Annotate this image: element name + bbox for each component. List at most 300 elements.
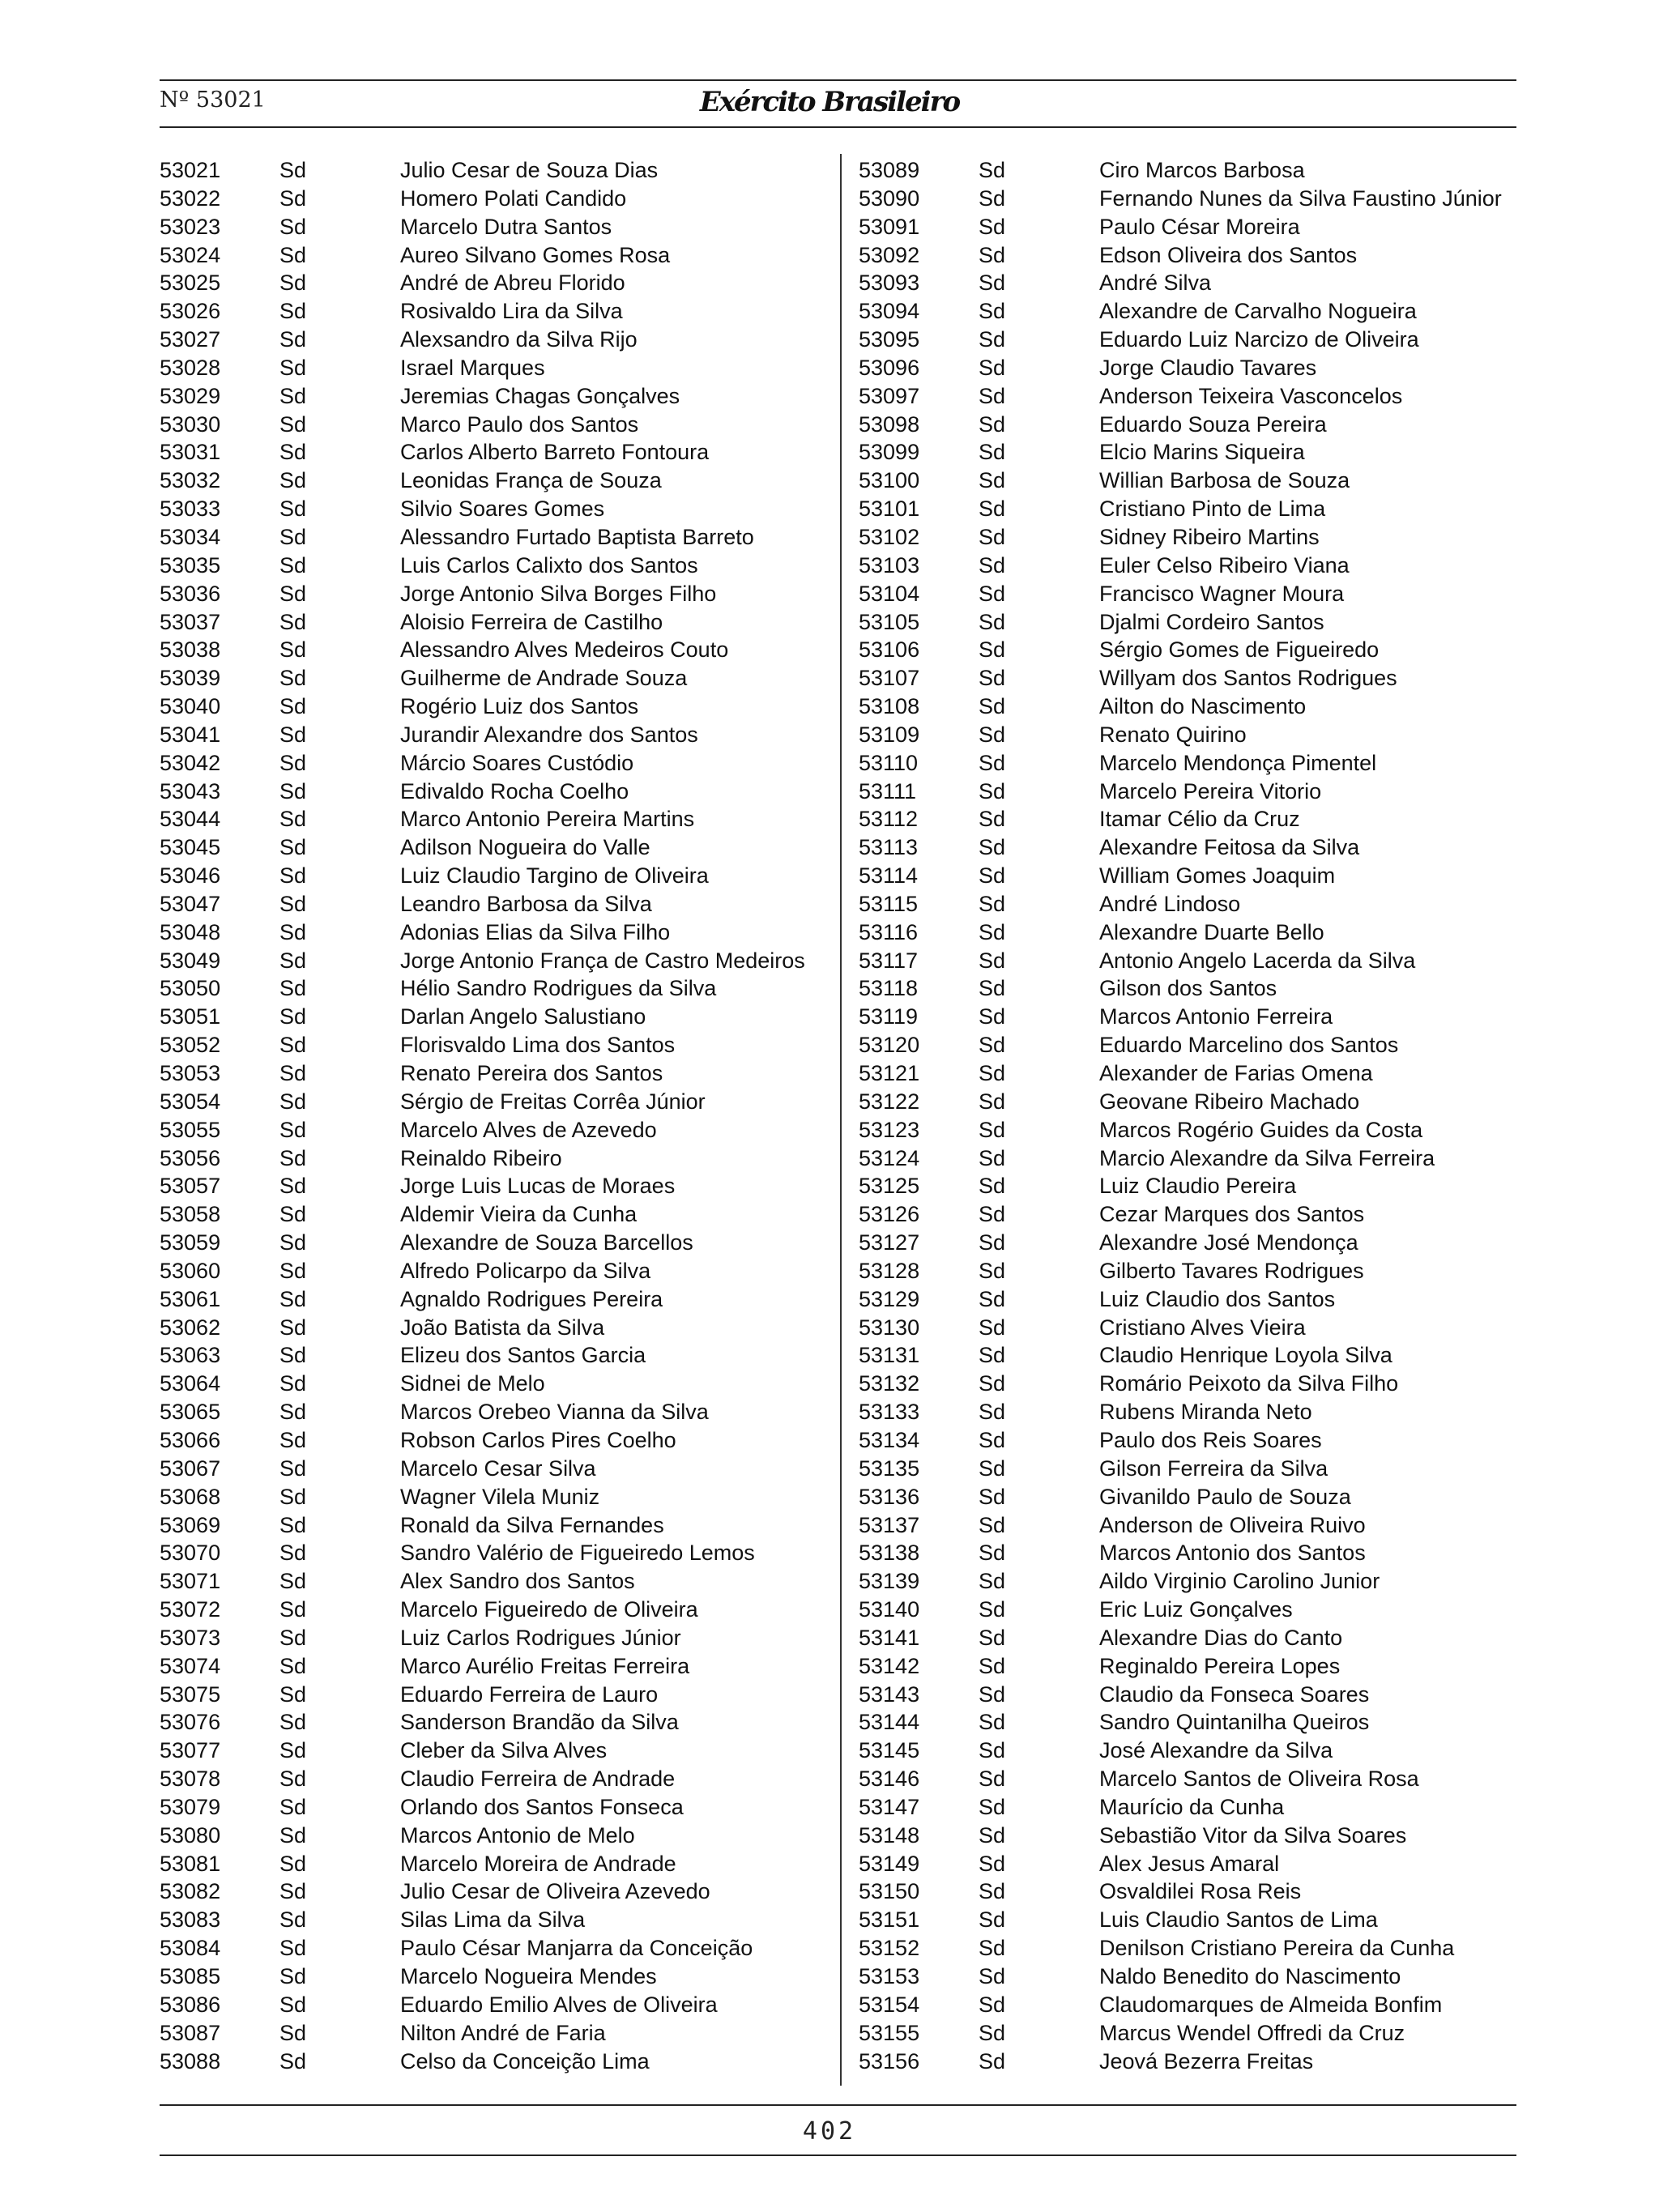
entry-number: 53102	[859, 524, 920, 549]
entry-rank: Sd	[279, 863, 307, 889]
entry-rank: Sd	[979, 863, 1006, 889]
list-item	[160, 1370, 824, 1398]
entry-name: Marcus Wendel Offredi da Cruz	[1099, 2020, 1405, 2045]
entry-rank: Sd	[279, 1653, 307, 1678]
list-item	[160, 1003, 824, 1031]
entry-rank: Sd	[979, 1625, 1006, 1650]
entry-name: Marcio Alexandre da Silva Ferreira	[1099, 1145, 1435, 1170]
entry-number: 53116	[859, 919, 919, 944]
entry-rank: Sd	[979, 1427, 1006, 1452]
entry-number: 53155	[859, 2020, 920, 2045]
entry-rank: Sd	[279, 976, 307, 1001]
entry-number: 53071	[160, 1569, 221, 1594]
entry-name: Sandro Quintanilha Queiros	[1099, 1710, 1370, 1735]
entry-rank: Sd	[979, 750, 1006, 775]
page-number: 402	[802, 2117, 857, 2146]
entry-rank: Sd	[979, 1484, 1006, 1509]
entry-name: Agnaldo Rodrigues Pereira	[400, 1286, 663, 1311]
list-item	[160, 580, 824, 608]
entry-rank: Sd	[979, 1400, 1006, 1425]
entry-number: 53072	[160, 1597, 221, 1622]
entry-number: 53096	[859, 355, 920, 380]
entry-name: Aldemir Vieira da Cunha	[400, 1202, 638, 1227]
entry-number: 53046	[160, 863, 221, 889]
entry-rank: Sd	[979, 1936, 1006, 1961]
entry-name: Renato Quirino	[1099, 722, 1247, 747]
list-item	[859, 778, 1523, 806]
entry-number: 53140	[859, 1597, 920, 1622]
list-item	[160, 1511, 824, 1540]
entry-number: 53126	[859, 1202, 920, 1227]
list-item	[859, 1031, 1523, 1059]
entry-number: 53122	[859, 1089, 920, 1114]
entry-number: 53093	[859, 271, 920, 296]
entry-rank: Sd	[279, 1427, 307, 1452]
entry-rank: Sd	[279, 411, 307, 437]
entry-name: Paulo César Manjarra da Conceição	[400, 1936, 753, 1961]
entry-name: Rubens Miranda Neto	[1099, 1400, 1312, 1425]
entry-rank: Sd	[979, 722, 1006, 747]
list-item	[160, 297, 824, 326]
entry-rank: Sd	[279, 1230, 307, 1255]
entry-name: Fernando Nunes da Silva Faustino Júnior	[1099, 185, 1502, 211]
entry-name: André Silva	[1099, 271, 1212, 296]
entry-number: 53075	[160, 1681, 221, 1707]
entry-name: Willyam dos Santos Rodrigues	[1099, 666, 1397, 691]
entry-name: Jorge Claudio Tavares	[1099, 355, 1317, 380]
list-item	[160, 1624, 824, 1652]
list-item	[859, 523, 1523, 552]
entry-name: Marcelo Figueiredo de Oliveira	[400, 1597, 698, 1622]
list-item	[859, 1059, 1523, 1088]
entry-name: Marco Aurélio Freitas Ferreira	[400, 1653, 690, 1678]
document-number: Nº 53021	[160, 87, 266, 113]
list-item	[160, 185, 824, 213]
entry-name: Sidnei de Melo	[400, 1371, 545, 1396]
entry-number: 53097	[859, 383, 920, 408]
list-item	[160, 890, 824, 918]
entry-name: Euler Celso Ribeiro Viana	[1099, 552, 1350, 578]
list-item	[859, 1483, 1523, 1511]
entry-name: Claudio Ferreira de Andrade	[400, 1767, 676, 1792]
entry-name: Adonias Elias da Silva Filho	[400, 919, 671, 944]
entry-rank: Sd	[279, 1315, 307, 1340]
entry-number: 53028	[160, 355, 221, 380]
entry-name: Ciro Marcos Barbosa	[1099, 158, 1305, 182]
list-item	[160, 1483, 824, 1511]
entry-name: Gilson dos Santos	[1099, 976, 1277, 1001]
list-item	[160, 241, 824, 270]
entry-rank: Sd	[279, 299, 307, 324]
entry-name: Luiz Claudio Targino de Oliveira	[400, 863, 709, 889]
list-item	[160, 664, 824, 693]
entry-number: 53087	[160, 2020, 221, 2045]
entry-rank: Sd	[279, 835, 307, 860]
entry-rank: Sd	[279, 778, 307, 803]
entry-number: 53088	[160, 2048, 221, 2073]
entry-name: Leonidas França de Souza	[400, 468, 662, 493]
entry-rank: Sd	[979, 1371, 1006, 1396]
entry-number: 53143	[859, 1681, 920, 1707]
list-item	[859, 890, 1523, 918]
entry-rank: Sd	[979, 158, 1006, 182]
list-item	[160, 1200, 824, 1229]
entry-number: 53043	[160, 778, 221, 803]
entry-number: 53111	[859, 778, 917, 803]
header-bottom-rule	[160, 126, 1516, 128]
entry-name: Antonio Angelo Lacerda da Silva	[1099, 948, 1416, 973]
entry-name: Cristiano Pinto de Lima	[1099, 497, 1326, 522]
list-item	[160, 2019, 824, 2048]
entry-name: Florisvaldo Lima dos Santos	[400, 1033, 676, 1058]
entry-rank: Sd	[979, 1061, 1006, 1085]
entry-rank: Sd	[279, 2048, 307, 2073]
entry-rank: Sd	[279, 1061, 307, 1085]
entry-name: Marcos Rogério Guides da Costa	[1099, 1117, 1423, 1142]
entry-rank: Sd	[279, 1455, 307, 1481]
entry-rank: Sd	[979, 524, 1006, 549]
entry-number: 53023	[160, 214, 221, 239]
entry-name: Alexandre Duarte Bello	[1099, 919, 1324, 944]
list-item	[859, 185, 1523, 213]
entry-name: Guilherme de Andrade Souza	[400, 666, 688, 691]
entry-name: Jeremias Chagas Gonçalves	[400, 383, 680, 408]
entry-number: 53144	[859, 1710, 920, 1735]
entry-name: Edson Oliveira dos Santos	[1099, 242, 1358, 267]
list-item	[859, 467, 1523, 495]
entry-name: Jeová Bezerra Freitas	[1099, 2048, 1314, 2073]
list-item	[859, 664, 1523, 693]
entry-rank: Sd	[979, 185, 1006, 211]
list-item	[859, 1624, 1523, 1652]
entry-number: 53099	[859, 440, 920, 465]
list-item	[859, 297, 1523, 326]
entry-number: 53049	[160, 948, 221, 973]
list-item	[160, 1596, 824, 1624]
entry-number: 53086	[160, 1992, 221, 2017]
entry-name: Edivaldo Rocha Coelho	[400, 778, 629, 803]
entry-name: Orlando dos Santos Fonseca	[400, 1794, 684, 1819]
entry-number: 53041	[160, 722, 221, 747]
entry-number: 53124	[859, 1145, 920, 1170]
list-item	[859, 693, 1523, 721]
entry-rank: Sd	[979, 1258, 1006, 1283]
entry-number: 53110	[859, 750, 919, 775]
entry-number: 53022	[160, 185, 221, 211]
list-item	[160, 1088, 824, 1116]
entry-rank: Sd	[979, 1343, 1006, 1368]
entry-rank: Sd	[279, 1936, 307, 1961]
entry-name: Sérgio Gomes de Figueiredo	[1099, 637, 1380, 663]
entry-rank: Sd	[279, 1822, 307, 1848]
list-item	[859, 1341, 1523, 1370]
entry-name: Alexandre de Souza Barcellos	[400, 1230, 693, 1255]
entry-number: 53066	[160, 1427, 221, 1452]
list-item	[859, 156, 1523, 185]
entry-name: José Alexandre da Silva	[1099, 1738, 1333, 1763]
entry-name: Givanildo Paulo de Souza	[1099, 1484, 1351, 1509]
list-item	[160, 749, 824, 778]
entry-rank: Sd	[279, 552, 307, 578]
list-item	[859, 552, 1523, 580]
entry-number: 53131	[859, 1343, 920, 1368]
entry-name: Luiz Claudio dos Santos	[1099, 1286, 1336, 1311]
entry-rank: Sd	[279, 1004, 307, 1029]
list-item	[160, 382, 824, 411]
entry-number: 53153	[859, 1964, 920, 1988]
entry-name: Jorge Luis Lucas de Moraes	[400, 1174, 676, 1199]
entry-number: 53121	[859, 1061, 920, 1085]
entry-name: Aildo Virginio Carolino Junior	[1099, 1569, 1380, 1594]
entry-number: 53051	[160, 1004, 221, 1029]
entry-name: Celso da Conceição Lima	[400, 2048, 650, 2073]
list-item	[160, 2048, 824, 2076]
list-item	[160, 1963, 824, 1991]
entry-name: Itamar Célio da Cruz	[1099, 807, 1300, 832]
list-item	[859, 1144, 1523, 1173]
entry-name: Hélio Sandro Rodrigues da Silva	[400, 976, 717, 1001]
list-item	[859, 749, 1523, 778]
list-item	[859, 1370, 1523, 1398]
entry-rank: Sd	[279, 948, 307, 973]
entry-number: 53156	[859, 2048, 920, 2073]
entry-name: Alexandre de Carvalho Nogueira	[1099, 299, 1417, 324]
entry-name: Sérgio de Freitas Corrêa Júnior	[400, 1089, 706, 1114]
entry-rank: Sd	[279, 919, 307, 944]
entry-rank: Sd	[279, 1992, 307, 2017]
entry-number: 53150	[859, 1879, 920, 1904]
entry-number: 53034	[160, 524, 221, 549]
list-item	[859, 974, 1523, 1003]
list-item	[859, 1906, 1523, 1934]
entry-name: Eduardo Marcelino dos Santos	[1099, 1033, 1399, 1058]
list-item	[859, 1455, 1523, 1483]
entry-number: 53118	[859, 976, 919, 1001]
entry-rank: Sd	[279, 1964, 307, 1988]
entry-rank: Sd	[979, 1089, 1006, 1114]
entry-rank: Sd	[979, 383, 1006, 408]
entry-number: 53125	[859, 1174, 920, 1199]
list-item	[160, 1059, 824, 1088]
entry-name: Alexandre José Mendonça	[1099, 1230, 1358, 1255]
entry-name: Gilson Ferreira da Silva	[1099, 1455, 1328, 1481]
entry-number: 53107	[859, 666, 920, 691]
list-item	[160, 636, 824, 664]
entry-rank: Sd	[279, 807, 307, 832]
entry-rank: Sd	[279, 1907, 307, 1933]
entry-number: 53036	[160, 581, 221, 606]
entry-number: 53104	[859, 581, 920, 606]
entry-rank: Sd	[979, 355, 1006, 380]
entry-name: Marcelo Nogueira Mendes	[400, 1964, 657, 1988]
list-item	[160, 1877, 824, 1906]
entry-name: Luiz Carlos Rodrigues Júnior	[400, 1625, 681, 1650]
entry-name: Marcos Antonio dos Santos	[1099, 1541, 1366, 1566]
list-item	[859, 1200, 1523, 1229]
entry-name: Denilson Cristiano Pereira da Cunha	[1099, 1936, 1455, 1961]
entry-number: 53050	[160, 976, 221, 1001]
list-item	[160, 1850, 824, 1878]
entry-number: 53112	[859, 807, 919, 832]
entry-number: 53052	[160, 1033, 221, 1058]
entry-name: Carlos Alberto Barreto Fontoura	[400, 440, 710, 465]
entry-rank: Sd	[279, 327, 307, 352]
entry-name: Cristiano Alves Vieira	[1099, 1315, 1306, 1340]
entry-name: Alfredo Policarpo da Silva	[400, 1258, 651, 1283]
list-item	[859, 1708, 1523, 1737]
entry-rank: Sd	[979, 440, 1006, 465]
entry-name: Marcelo Mendonça Pimentel	[1099, 750, 1377, 775]
entry-number: 53080	[160, 1822, 221, 1848]
list-item	[160, 326, 824, 354]
entry-number: 53056	[160, 1145, 221, 1170]
entry-rank: Sd	[279, 1484, 307, 1509]
entry-number: 53035	[160, 552, 221, 578]
entry-number: 53106	[859, 637, 920, 663]
entry-rank: Sd	[279, 524, 307, 549]
entry-name: Julio Cesar de Souza Dias	[400, 158, 659, 182]
entry-number: 53123	[859, 1117, 920, 1142]
list-item	[160, 1229, 824, 1257]
entry-rank: Sd	[279, 440, 307, 465]
entry-number: 53114	[859, 863, 919, 889]
entry-name: Paulo César Moreira	[1099, 214, 1300, 239]
list-item	[160, 833, 824, 862]
entry-rank: Sd	[279, 1286, 307, 1311]
entry-rank: Sd	[979, 1286, 1006, 1311]
entry-rank: Sd	[979, 948, 1006, 973]
entry-number: 53073	[160, 1625, 221, 1650]
entry-rank: Sd	[279, 242, 307, 267]
entry-rank: Sd	[279, 750, 307, 775]
entry-rank: Sd	[979, 299, 1006, 324]
entry-name: Sebastião Vitor da Silva Soares	[1099, 1822, 1407, 1848]
entry-rank: Sd	[979, 1907, 1006, 1933]
entry-rank: Sd	[979, 1541, 1006, 1566]
list-item	[859, 2048, 1523, 2076]
entry-rank: Sd	[279, 1710, 307, 1735]
entry-name: Adilson Nogueira do Valle	[400, 835, 650, 860]
list-item	[859, 354, 1523, 382]
entry-number: 53128	[859, 1258, 920, 1283]
list-item	[859, 1426, 1523, 1455]
entry-name: Gilberto Tavares Rodrigues	[1099, 1258, 1364, 1283]
entry-name: Claudomarques de Almeida Bonfim	[1099, 1992, 1443, 2017]
entry-rank: Sd	[279, 1738, 307, 1763]
list-item	[160, 1934, 824, 1963]
entry-name: Marcelo Moreira de Andrade	[400, 1851, 676, 1876]
entry-number: 53136	[859, 1484, 920, 1509]
entry-number: 53094	[859, 299, 920, 324]
entry-rank: Sd	[979, 1653, 1006, 1678]
entry-name: Nilton André de Faria	[400, 2020, 606, 2045]
entry-number: 53085	[160, 1964, 221, 1988]
entry-name: Aureo Silvano Gomes Rosa	[400, 242, 671, 267]
entry-number: 53083	[160, 1907, 221, 1933]
list-item	[160, 1737, 824, 1765]
entry-rank: Sd	[279, 1258, 307, 1283]
list-item	[859, 1793, 1523, 1822]
list-item	[859, 213, 1523, 241]
entry-name: Luis Claudio Santos de Lima	[1099, 1907, 1378, 1933]
entry-name: Alexandre Dias do Canto	[1099, 1625, 1343, 1650]
entry-name: Francisco Wagner Moura	[1099, 581, 1345, 606]
entry-rank: Sd	[279, 1851, 307, 1876]
entry-number: 53025	[160, 271, 221, 296]
entry-rank: Sd	[979, 694, 1006, 719]
list-item	[859, 1088, 1523, 1116]
entry-number: 53055	[160, 1117, 221, 1142]
entry-number: 53115	[859, 891, 919, 916]
entry-rank: Sd	[979, 1822, 1006, 1848]
entry-name: Willian Barbosa de Souza	[1099, 468, 1350, 493]
entry-name: Elcio Marins Siqueira	[1099, 440, 1305, 465]
entry-rank: Sd	[279, 2020, 307, 2045]
entry-name: Renato Pereira dos Santos	[400, 1061, 663, 1085]
entry-rank: Sd	[279, 158, 307, 182]
entry-name: Jorge Antonio França de Castro Medeiros	[400, 948, 805, 973]
list-item	[859, 947, 1523, 975]
entry-name: Jurandir Alexandre dos Santos	[400, 722, 698, 747]
list-item	[859, 1003, 1523, 1031]
list-item	[160, 438, 824, 467]
entry-number: 53042	[160, 750, 221, 775]
list-item	[859, 241, 1523, 270]
entry-number: 53026	[160, 299, 221, 324]
entry-name: Rosivaldo Lira da Silva	[400, 299, 623, 324]
entry-rank: Sd	[979, 497, 1006, 522]
entry-rank: Sd	[979, 1710, 1006, 1735]
list-item	[160, 693, 824, 721]
entry-name: Cleber da Silva Alves	[400, 1738, 608, 1763]
entry-number: 53101	[859, 497, 920, 522]
entry-number: 53089	[859, 158, 920, 182]
entry-name: Alexander de Farias Omena	[1099, 1061, 1373, 1085]
list-item	[859, 1681, 1523, 1709]
entry-name: Eric Luiz Gonçalves	[1099, 1597, 1293, 1622]
entry-number: 53068	[160, 1484, 221, 1509]
entry-name: Elizeu dos Santos Garcia	[400, 1343, 646, 1368]
entry-name: Rogério Luiz dos Santos	[400, 694, 639, 719]
entry-rank: Sd	[979, 242, 1006, 267]
entry-number: 53147	[859, 1794, 920, 1819]
list-item	[160, 354, 824, 382]
list-item	[160, 1906, 824, 1934]
entry-rank: Sd	[979, 778, 1006, 803]
list-item	[160, 156, 824, 185]
list-item	[859, 326, 1523, 354]
entry-name: Robson Carlos Pires Coelho	[400, 1427, 676, 1452]
entry-rank: Sd	[979, 214, 1006, 239]
entry-rank: Sd	[279, 1597, 307, 1622]
entry-name: Marcelo Pereira Vitorio	[1099, 778, 1322, 803]
entry-name: Silas Lima da Silva	[400, 1907, 586, 1933]
entry-number: 53137	[859, 1512, 920, 1537]
entry-rank: Sd	[279, 1343, 307, 1368]
footer-bottom-rule	[160, 2154, 1516, 2156]
entry-rank: Sd	[279, 581, 307, 606]
list-item	[859, 1229, 1523, 1257]
entry-name: Sanderson Brandão da Silva	[400, 1710, 679, 1735]
entry-number: 53095	[859, 327, 920, 352]
list-item	[859, 580, 1523, 608]
entry-rank: Sd	[979, 1230, 1006, 1255]
list-item	[160, 974, 824, 1003]
entry-rank: Sd	[279, 1145, 307, 1170]
entry-name: Marcelo Cesar Silva	[400, 1455, 596, 1481]
entry-number: 53067	[160, 1455, 221, 1481]
list-item	[859, 1285, 1523, 1314]
